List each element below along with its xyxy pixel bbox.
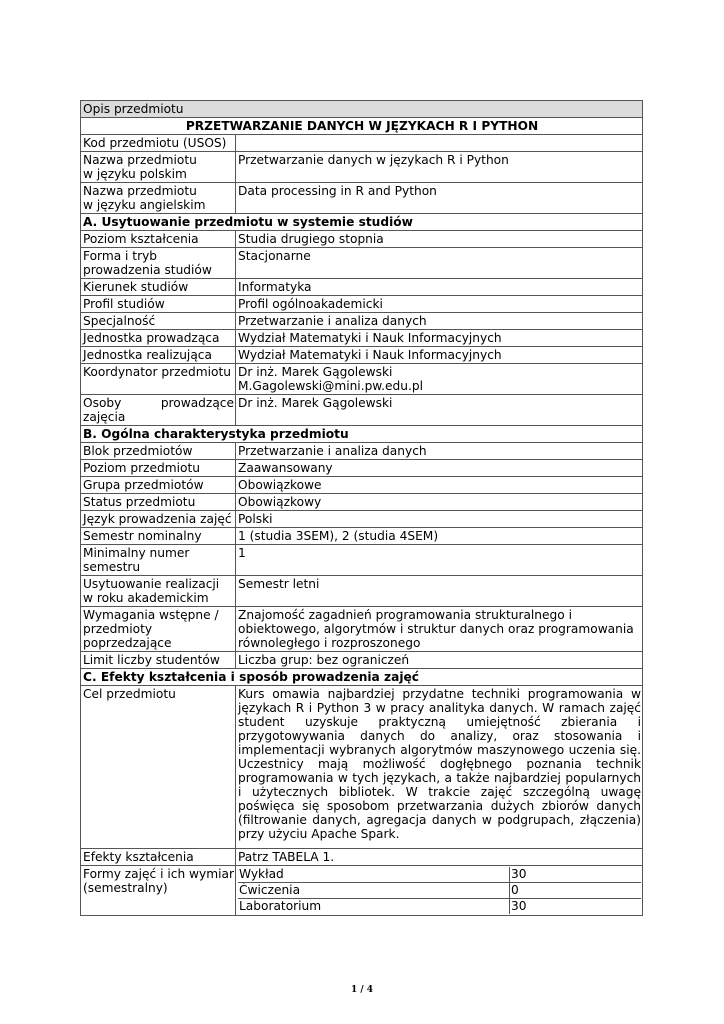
table-row: [81, 545, 643, 576]
row-label: Specjalność: [81, 313, 236, 330]
class-form-name: Wykład: [238, 867, 510, 883]
table-row: [81, 183, 643, 214]
prerequisites-value: Znajomość zagadnień programowania strukturalnego i obiektowego, algorytmów i struktur danych oraz programowania równoległego i rozproszonego: [236, 607, 643, 652]
row-label: Kierunek studiów: [81, 279, 236, 296]
row-value: Zaawansowany: [236, 460, 643, 477]
row-label: Profil studiów: [81, 296, 236, 313]
table-row: [81, 460, 643, 477]
row-label: Koordynator przedmiotu: [81, 364, 236, 395]
class-forms-table: [238, 867, 641, 914]
row-label: Osoby prowadzące zajęcia: [81, 395, 236, 426]
table-row: [81, 494, 643, 511]
row-label: Jednostka prowadząca: [81, 330, 236, 347]
row-value: Obowiązkowy: [236, 494, 643, 511]
row-label: Wymagania wstępne / przedmioty poprzedzające: [81, 607, 236, 652]
row-value: Przetwarzanie i analiza danych: [236, 443, 643, 460]
class-form-name: Laboratorium: [239, 899, 322, 913]
row-label: Język prowadzenia zajęć: [81, 511, 236, 528]
row-label: Jednostka realizująca: [81, 347, 236, 364]
class-form-hours: 0: [510, 883, 642, 899]
course-goal-text: Kurs omawia najbardziej przydatne techniki programowania w językach R i Python 3 w pracy analityka danych. W ramach zajęć student uzyskuje praktyczną umiejętność zbierania i przygotowywania danych do analizy, oraz stosowania i implementacji wybranych algorytmów maszynowego uczenia się. Uczestnicy mają możliwość dogłębnego poznania technik programowania w tych językach, a także najbardziej popularnych i użytecznych bibliotek. W trakcie zajęć szczególną uwagę poświęca się sposobom przetwarzania dużych zbiorów danych (filtrowanie danych, agregacja danych w podgrupach, złączenia) przy użyciu Apache Spark.: [236, 686, 643, 849]
section-a-heading: A. Usytuowanie przedmiotu w systemie studiów: [81, 214, 643, 231]
course-description-table: [80, 100, 643, 916]
class-form-hours: 30: [510, 899, 642, 915]
row-value: Wydział Matematyki i Nauk Informacyjnych: [236, 347, 643, 364]
row-label: Poziom przedmiotu: [81, 460, 236, 477]
row-label: Kod przedmiotu (USOS): [81, 135, 236, 152]
row-label: Semestr nominalny: [81, 528, 236, 545]
row-label: Formy zajęć i ich wymiar (semestralny): [81, 866, 236, 916]
row-label: Minimalny numer semestru: [81, 545, 236, 576]
table-row: [81, 849, 643, 866]
class-form-hours: 30: [510, 867, 642, 883]
row-label: Usytuowanie realizacji w roku akademickim: [81, 576, 236, 607]
table-row: [81, 279, 643, 296]
section-heading-row: [81, 669, 643, 686]
section-heading-row: [81, 426, 643, 443]
table-row: [81, 866, 643, 916]
row-value: 1: [236, 545, 643, 576]
row-value: Stacjonarne: [236, 248, 643, 279]
row-value: Przetwarzanie i analiza danych: [236, 313, 643, 330]
row-value: Polski: [236, 511, 643, 528]
table-row: [81, 313, 643, 330]
row-value: 1 (studia 3SEM), 2 (studia 4SEM): [236, 528, 643, 545]
table-row: [81, 135, 643, 152]
table-row: [81, 347, 643, 364]
row-value: Data processing in R and Python: [236, 183, 643, 214]
table-row: [81, 477, 643, 494]
header-label: Opis przedmiotu: [81, 101, 643, 118]
row-label: Limit liczby studentów: [81, 652, 236, 669]
section-heading-row: [81, 214, 643, 231]
row-label: Nazwa przedmiotu w języku angielskim: [81, 183, 236, 214]
row-value: Profil ogólnoakademicki: [236, 296, 643, 313]
page-number: 1 / 4: [350, 985, 374, 995]
row-label: Cel przedmiotu: [81, 686, 236, 849]
table-row: [81, 231, 643, 248]
class-form-row: [238, 899, 641, 915]
section-b-heading: B. Ogólna charakterystyka przedmiotu: [81, 426, 643, 443]
row-label: Nazwa przedmiotu w języku polskim: [81, 152, 236, 183]
row-value: Studia drugiego stopnia: [236, 231, 643, 248]
class-form-name: Ćwiczenia: [238, 883, 510, 899]
table-row: [81, 528, 643, 545]
table-row: [81, 576, 643, 607]
row-value: Patrz TABELA 1.: [236, 849, 643, 866]
row-label: Poziom kształcenia: [81, 231, 236, 248]
row-label: Grupa przedmiotów: [81, 477, 236, 494]
row-value: Przetwarzanie danych w językach R i Python: [236, 152, 643, 183]
table-row: [81, 296, 643, 313]
title-row: [81, 118, 643, 135]
class-forms-cell: [236, 866, 643, 916]
class-form-row: [238, 883, 641, 899]
table-row: [81, 686, 643, 849]
table-row: [81, 364, 643, 395]
row-value: [236, 135, 643, 152]
header-row: [81, 101, 643, 118]
row-value: Liczba grup: bez ograniczeń: [236, 652, 643, 669]
row-value: Dr inż. Marek Gągolewski: [236, 395, 643, 426]
row-value: Wydział Matematyki i Nauk Informacyjnych: [236, 330, 643, 347]
table-row: [81, 607, 643, 652]
row-label: Status przedmiotu: [81, 494, 236, 511]
row-value: Informatyka: [236, 279, 643, 296]
table-row: [81, 443, 643, 460]
row-value: Obowiązkowe: [236, 477, 643, 494]
coordinator-value: Dr inż. Marek Gągolewski M.Gagolewski@mini.pw.edu.pl: [236, 364, 643, 395]
table-row: [81, 330, 643, 347]
row-label: Forma i tryb prowadzenia studiów: [81, 248, 236, 279]
class-form-row: [238, 867, 641, 883]
table-row: [81, 511, 643, 528]
table-row: [81, 248, 643, 279]
table-row: [81, 395, 643, 426]
row-label: Efekty kształcenia: [81, 849, 236, 866]
table-row: [81, 652, 643, 669]
course-title: PRZETWARZANIE DANYCH W JĘZYKACH R I PYTHON: [81, 118, 643, 135]
table-row: [81, 152, 643, 183]
row-value: Semestr letni: [236, 576, 643, 607]
row-label: Blok przedmiotów: [81, 443, 236, 460]
section-c-heading: C. Efekty kształcenia i sposób prowadzenia zajęć: [81, 669, 643, 686]
